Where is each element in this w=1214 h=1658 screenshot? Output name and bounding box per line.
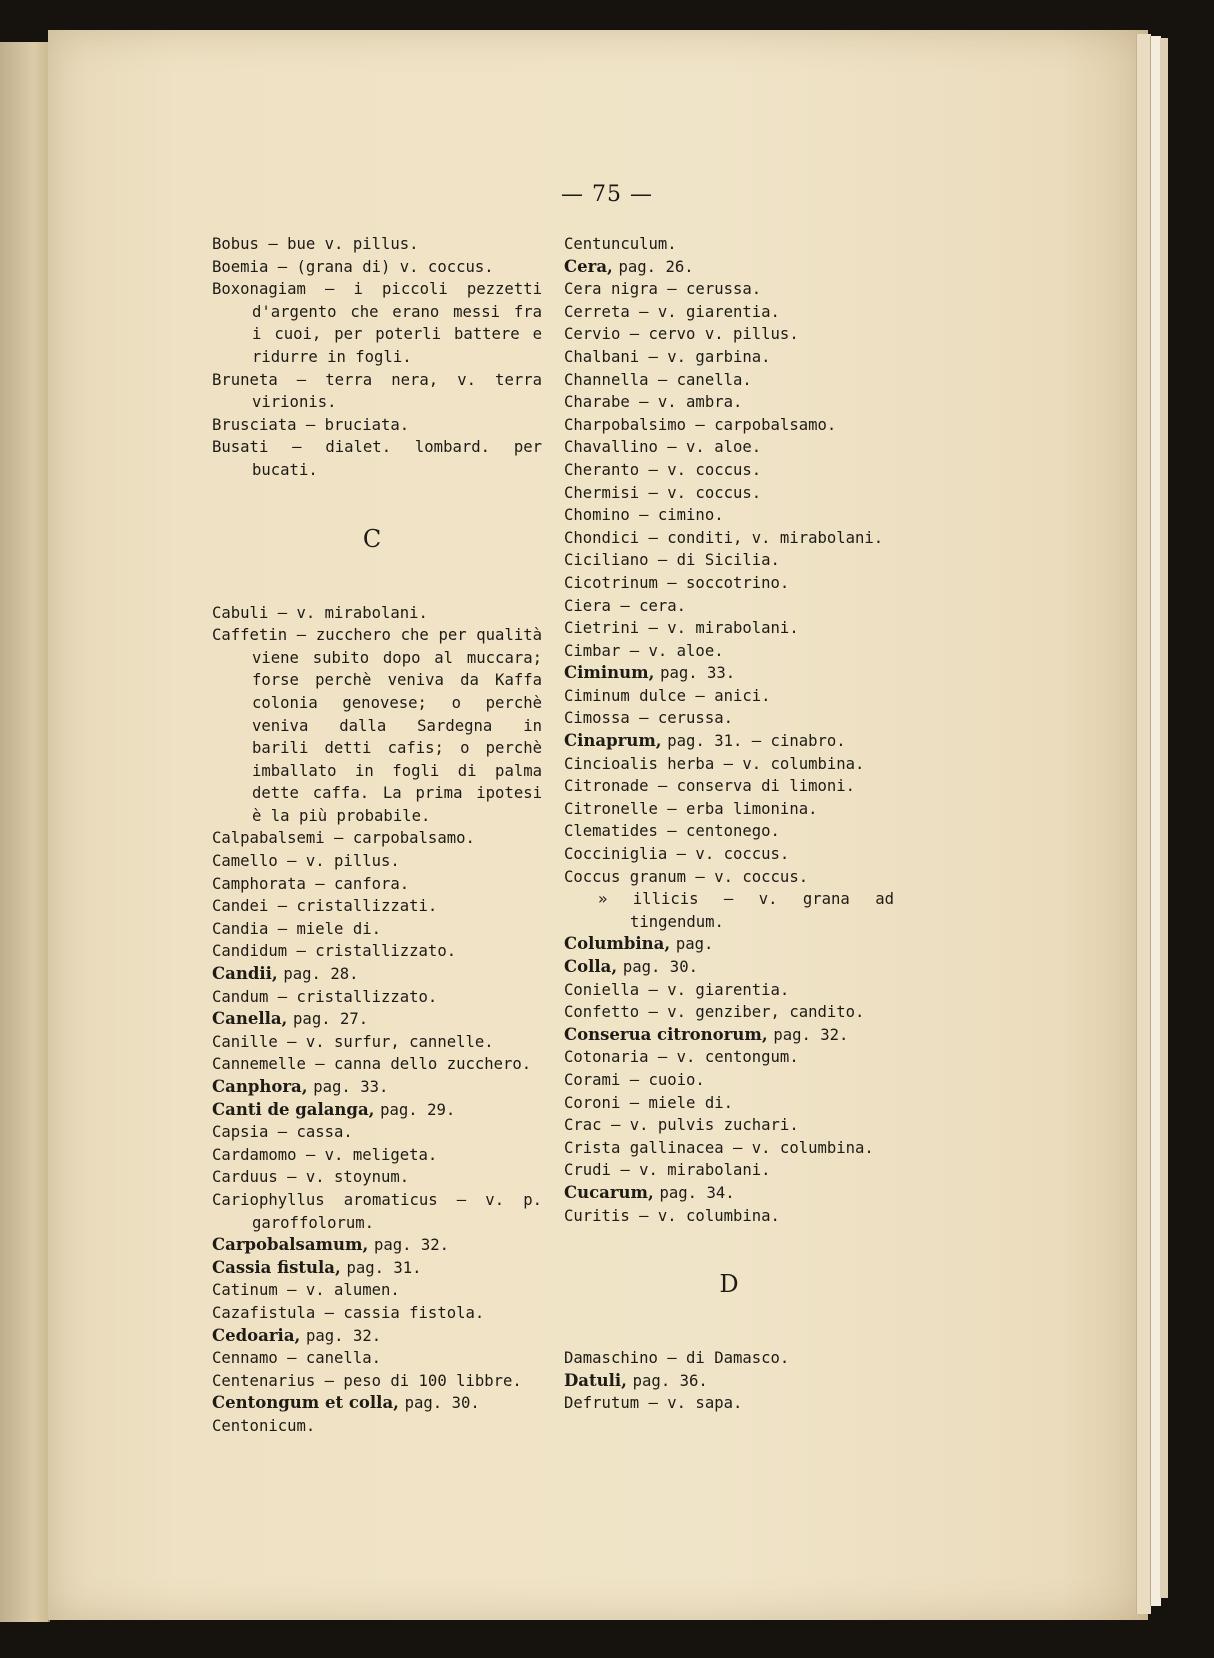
glossary-entry: Cotonaria — v. centongum. [564, 1048, 799, 1067]
glossary-entry: Chomino — cimino. [564, 506, 724, 525]
glossary-entry: Curitis — v. columbina. [564, 1206, 780, 1225]
entry-page-reference: pag. 32. [306, 1326, 382, 1345]
glossary-entry: Canille — v. surfur, cannelle. [212, 1032, 494, 1051]
entries-b [212, 233, 542, 482]
glossary-entry: Candum — cristallizzato. [212, 987, 438, 1006]
glossary-entry [564, 662, 894, 685]
glossary-entry: Citronelle — erba limonina. [564, 799, 818, 818]
glossary-entry [564, 956, 894, 979]
glossary-entry: Carduus — v. stoynum. [212, 1168, 410, 1187]
glossary-entry: Crac — v. pulvis zuchari. [564, 1116, 799, 1135]
glossary-entry: Ciciliano — di Sicilia. [564, 551, 780, 570]
glossary-entry: Bobus — bue v. pillus. [212, 235, 419, 253]
entry-page-reference: pag. 33. [313, 1078, 389, 1096]
glossary-entry [212, 1392, 542, 1415]
entry-headword: Cedoaria, [212, 1325, 301, 1345]
left-column [212, 233, 542, 1438]
glossary-entry [212, 1076, 542, 1099]
glossary-entry: Corami — cuoio. [564, 1070, 705, 1089]
glossary-entry [564, 1024, 894, 1047]
glossary-entry: Charpobalsimo — carpobalsamo. [564, 415, 837, 434]
glossary-entry [564, 256, 894, 279]
glossary-entry: Cimbar — v. aloe. [564, 641, 724, 660]
glossary-entry: Cheranto — v. coccus. [564, 460, 762, 479]
page-stack-edge [1160, 38, 1168, 1598]
entries-d [564, 1347, 894, 1415]
glossary-entry: Candidum — cristallizzato. [212, 942, 457, 961]
section-heading-c: C [362, 524, 382, 553]
glossary-entry: Chermisi — v. coccus. [564, 483, 762, 502]
page-number: — 75 — [561, 182, 653, 207]
glossary-entry: Centonicum. [212, 1416, 316, 1435]
entry-headword: Cassia fistula, [212, 1257, 341, 1277]
glossary-entry: Ciminum dulce — anici. [564, 686, 771, 705]
glossary-entry: Cervio — cervo v. pillus. [564, 325, 799, 344]
glossary-entry: Cocciniglia — v. coccus. [564, 845, 790, 864]
entry-headword: Cinaprum, [564, 731, 662, 751]
entry-headword: Cera, [564, 256, 613, 276]
glossary-entry: Ciera — cera. [564, 596, 687, 615]
page-stack-edge [1136, 34, 1151, 1614]
entry-page-reference: pag. 32. [373, 1236, 450, 1255]
glossary-entry [212, 1099, 542, 1122]
glossary-entry [564, 933, 894, 956]
glossary-entry: Chondici — conditi, v. mirabolani. [564, 528, 884, 547]
glossary-entry: Clematides — centonego. [564, 822, 780, 841]
previous-page-edge [0, 42, 50, 1622]
entry-headword: Cucarum, [564, 1182, 654, 1202]
entry-headword: Canphora, [212, 1077, 308, 1096]
entry-headword: Conserua citronorum, [564, 1024, 768, 1044]
glossary-entry: Centenarius — peso di 100 libbre. [212, 1371, 522, 1390]
glossary-entry [212, 1008, 542, 1031]
glossary-entry: Citronade — conserva di limoni. [564, 777, 856, 796]
glossary-entry: Centunculum. [564, 235, 677, 253]
glossary-entry: Coroni — miele di. [564, 1093, 733, 1112]
glossary-entry: Cimossa — cerussa. [564, 709, 733, 728]
glossary-entry: Chalbani — v. garbina. [564, 347, 771, 366]
entry-page-reference: pag. 33. [660, 664, 736, 683]
entry-headword: Canti de galanga, [212, 1099, 375, 1119]
glossary-entry: Capsia — cassa. [212, 1123, 353, 1142]
glossary-entry: Candia — miele di. [212, 919, 381, 938]
glossary-entry: Bruneta — terra nera, v. terra virionis. [212, 370, 542, 412]
glossary-entry: Cincioalis herba — v. columbina. [564, 754, 865, 773]
glossary-entry: Boxonagiam — i piccoli pezzetti d'argento che erano messi fra i cuoi, per poterli battere e ridurre in fogli. [212, 280, 542, 366]
glossary-entry: Caffetin — zucchero che per qualità viene subito dopo al muccara; forse perchè veniva da Kaffa colonia genovese; o perchè veniva dalla Sardegna in barili detti cafis; o perchè imballato in fogli di palma dette caffa. La prima ipotesi è la più probabile. [212, 626, 542, 825]
glossary-entry: Defrutum — v. sapa. [564, 1394, 743, 1413]
entries-c-continued [564, 233, 894, 1227]
glossary-entry: Cicotrinum — soccotrino. [564, 573, 790, 592]
glossary-entry [564, 1182, 894, 1205]
section-heading-d: D [719, 1270, 739, 1299]
glossary-entry: Coccus granum — v. coccus. [564, 867, 809, 886]
glossary-entry: Candei — cristallizzati. [212, 897, 438, 916]
glossary-entry [212, 963, 542, 986]
glossary-entry: » illicis — v. grana ad tingendum. [598, 890, 894, 931]
glossary-entry: Chavallino — v. aloe. [564, 438, 762, 457]
entry-headword: Carpobalsamum, [212, 1235, 369, 1255]
glossary-entry: Cariophyllus aromaticus — v. p. garoffolorum. [212, 1190, 542, 1232]
entry-page-reference: pag. 30. [404, 1394, 480, 1413]
glossary-entry [564, 730, 894, 753]
glossary-entry: Confetto — v. genziber, candito. [564, 1003, 865, 1022]
glossary-entry: Catinum — v. alumen. [212, 1281, 400, 1300]
glossary-entry: Channella — canella. [564, 370, 752, 389]
entry-headword: Centongum et colla, [212, 1393, 399, 1413]
glossary-entry: Cabuli — v. mirabolani. [212, 603, 428, 622]
entry-headword: Canella, [212, 1009, 288, 1029]
glossary-entry: Cera nigra — cerussa. [564, 280, 762, 299]
glossary-entry: Damaschino — di Damasco. [564, 1349, 790, 1368]
entry-headword: Ciminum, [564, 663, 655, 683]
glossary-entry [212, 1257, 542, 1280]
glossary-entry: Camello — v. pillus. [212, 852, 400, 871]
entry-headword: Candii, [212, 964, 278, 984]
glossary-entry: Camphorata — canfora. [212, 874, 410, 893]
entry-page-reference: pag. 34. [659, 1183, 735, 1202]
entry-page-reference: pag. 26. [618, 257, 694, 276]
entry-page-reference: pag. 31. [346, 1258, 422, 1277]
glossary-entry: Cerreta — v. giarentia. [564, 302, 780, 321]
glossary-entry: Cannemelle — canna dello zucchero. [212, 1055, 532, 1074]
entry-page-reference: pag. 29. [380, 1100, 456, 1119]
glossary-entry: Busati — dialet. lombard. per bucati. [212, 438, 542, 479]
entry-page-reference: pag. 36. [632, 1371, 708, 1390]
entry-page-reference: pag. [675, 935, 714, 954]
glossary-entry [212, 1234, 542, 1257]
entries-c [212, 602, 542, 1438]
entry-page-reference: pag. 30. [622, 958, 698, 976]
glossary-entry: Crudi — v. mirabolani. [564, 1161, 771, 1180]
glossary-entry: Cietrini — v. mirabolani. [564, 619, 799, 638]
glossary-entry: Cazafistula — cassia fistola. [212, 1303, 485, 1322]
glossary-entry: Coniella — v. giarentia. [564, 980, 790, 999]
entry-headword: Datuli, [564, 1370, 627, 1390]
entry-page-reference: pag. 32. [773, 1025, 849, 1044]
entry-headword: Columbina, [564, 934, 671, 954]
entry-page-reference: pag. 28. [283, 965, 359, 984]
right-column [564, 233, 894, 1415]
glossary-entry: Calpabalsemi — carpobalsamo. [212, 829, 475, 848]
glossary-entry [564, 1370, 894, 1393]
entry-page-reference: pag. 27. [293, 1010, 369, 1029]
entry-page-reference: pag. 31. — cinabro. [667, 732, 846, 751]
glossary-entry: Cennamo — canella. [212, 1349, 381, 1368]
glossary-entry: Charabe — v. ambra. [564, 393, 743, 412]
glossary-entry [212, 1325, 542, 1348]
glossary-entry: Cardamomo — v. meligeta. [212, 1145, 438, 1164]
glossary-entry: Boemia — (grana di) v. coccus. [212, 257, 494, 276]
glossary-entry: Crista gallinacea — v. columbina. [564, 1138, 874, 1157]
entry-headword: Colla, [564, 957, 618, 976]
glossary-entry: Brusciata — bruciata. [212, 415, 410, 434]
